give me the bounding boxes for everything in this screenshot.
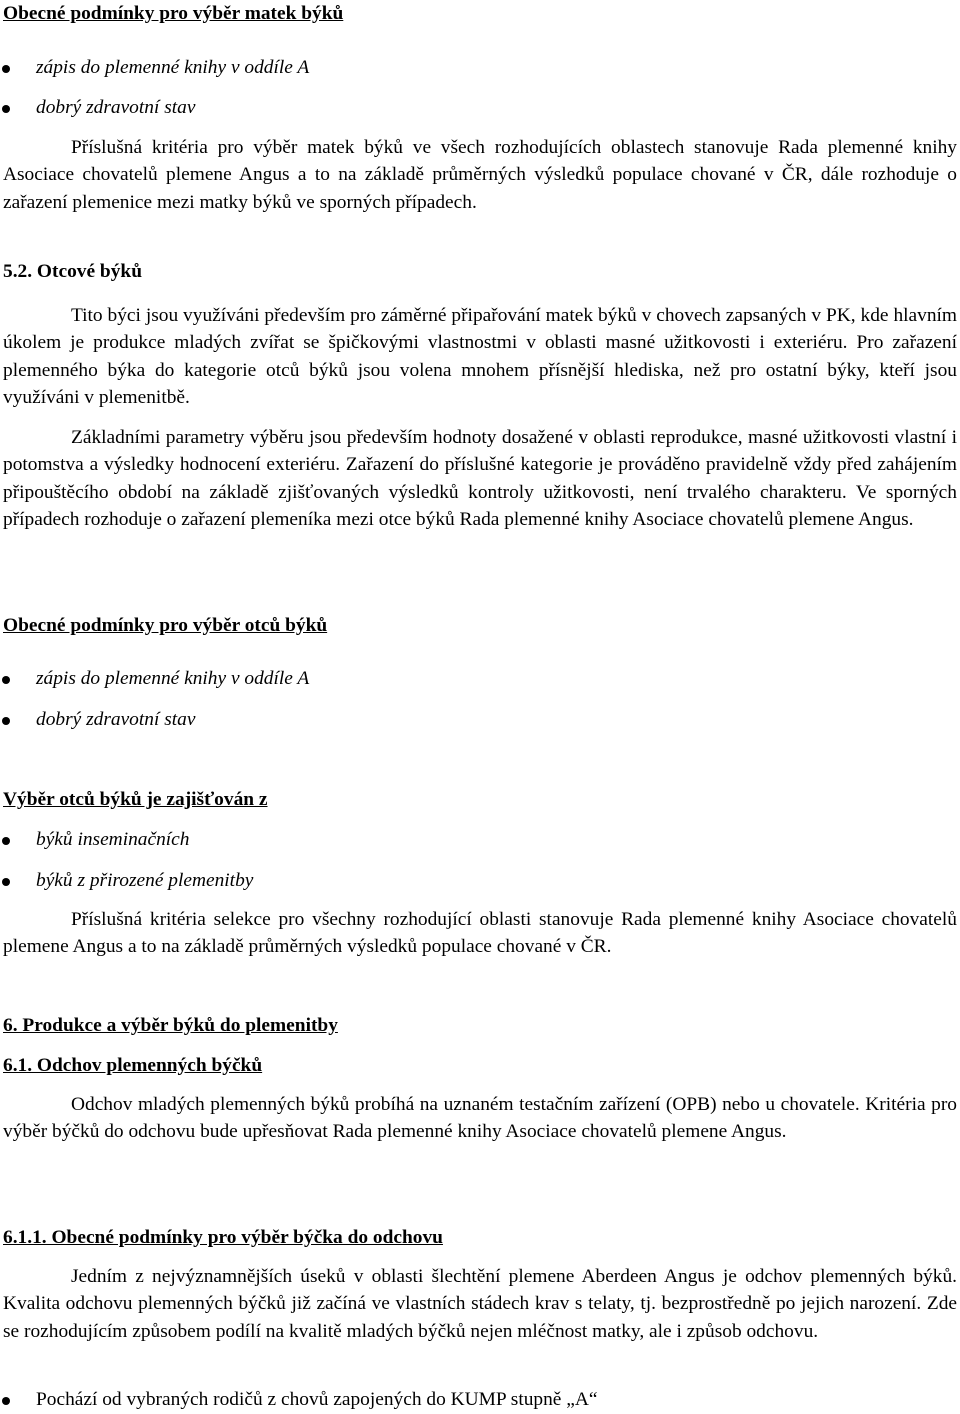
paragraph-vyber: Příslušná kritéria selekce pro všechny rozhodující oblasti stanovuje Rada plemenné knihy Asociace chovatelů plemene Angus a to na základě průměrných výsledků populace chované v ČR.	[3, 909, 957, 958]
paragraph-otcove-2: Základními parametry výběru jsou především hodnoty dosažené v oblasti reprodukce, masné užitkovosti vlastní i potomstva a výsledky hodnocení exteriéru. Zařazení do příslušné kategorie je prováděno pravidelně vždy před zahájením připouštěcího období na základě zjišťovaných výsledků kontroly užitkovosti, není trvalého charakteru. Ve sporných případech rozhoduje o zařazení plemeníka mezi otce býků Rada plemenné knihy Asociace chovatelů plemene Angus.	[3, 427, 957, 531]
heading-6-1: 6.1. Odchov plemenných býčků	[3, 1055, 263, 1076]
paragraph-matky: Příslušná kritéria pro výběr matek býků ve všech rozhodujících oblastech stanovuje Rada plemenné knihy Asociace chovatelů plemene Angus a to na základě průměrných výsledků populace chované v ČR, dále rozhoduje o zařazení plemenice mezi matky býků ve sporných případech.	[3, 137, 957, 213]
bullet-text: býků inseminačních	[36, 829, 190, 850]
heading-otcu: Obecné podmínky pro výběr otců býků	[3, 615, 328, 636]
heading-vyber: Výběr otců býků je zajišťován z	[3, 789, 268, 810]
paragraph-otcove-1: Tito býci jsou využíváni především pro záměrné připařování matek býků v chovech zapsaných v PK, kde hlavním úkolem je produkce mladých zvířat se špičkovými vlastnostmi v oblasti masné užitkovosti i exteriéru. Pro zařazení plemenného býka do kategorie otců býků jsou volena mnohem přísnější hlediska, než pro ostatní býky, kteří jsou využíváni v plemenitbě.	[3, 305, 957, 409]
heading-matky: Obecné podmínky pro výběr matek býků	[3, 3, 344, 24]
section-matky	[3, 0, 957, 28]
bullet-text: býků z přirozené plemenitby	[36, 870, 254, 891]
heading-5-2: 5.2. Otcové býků	[3, 261, 142, 282]
heading-6-1-1: 6.1.1. Obecné podmínky pro výběr býčka do odchovu	[3, 1227, 443, 1248]
bullet-text: Pochází od vybraných rodičů z chovů zapojených do KUMP stupně „A“	[36, 1389, 598, 1410]
bullet-dot-icon	[2, 65, 10, 73]
bullet-text: zápis do plemenné knihy v oddíle A	[36, 668, 310, 689]
bullet-dot-icon	[2, 1397, 10, 1405]
bullet-dot-icon	[2, 105, 10, 113]
bullet-text: dobrý zdravotní stav	[36, 97, 196, 118]
paragraph-6-1: Odchov mladých plemenných býků probíhá na uznaném testačním zařízení (OPB) nebo u chovatele. Kritéria pro výběr býčků do odchovu bude upřesňovat Rada plemenné knihy Asociace chovatelů plemene Angus.	[3, 1094, 957, 1143]
bullet-dot-icon	[2, 837, 10, 845]
paragraph-6-1-1: Jedním z nejvýznamnějších úseků v oblasti šlechtění plemene Aberdeen Angus je odchov plemenných býků. Kvalita odchovu plemenných býčků již začíná ve vlastních stádech krav s telaty, tj. bezprostředně po jejich narození. Zde se rozhodujícím způsobem podílí na kvalitě mladých býčků nejen mléčnost matky, ale i způsob odchovu.	[3, 1266, 957, 1342]
bullet-dot-icon	[2, 717, 10, 725]
heading-6: 6. Produkce a výběr býků do plemenitby	[3, 1015, 338, 1036]
bullet-dot-icon	[2, 878, 10, 886]
bullet-text: dobrý zdravotní stav	[36, 709, 196, 730]
bullet-text: zápis do plemenné knihy v oddíle A	[36, 57, 310, 78]
bullet-dot-icon	[2, 676, 10, 684]
